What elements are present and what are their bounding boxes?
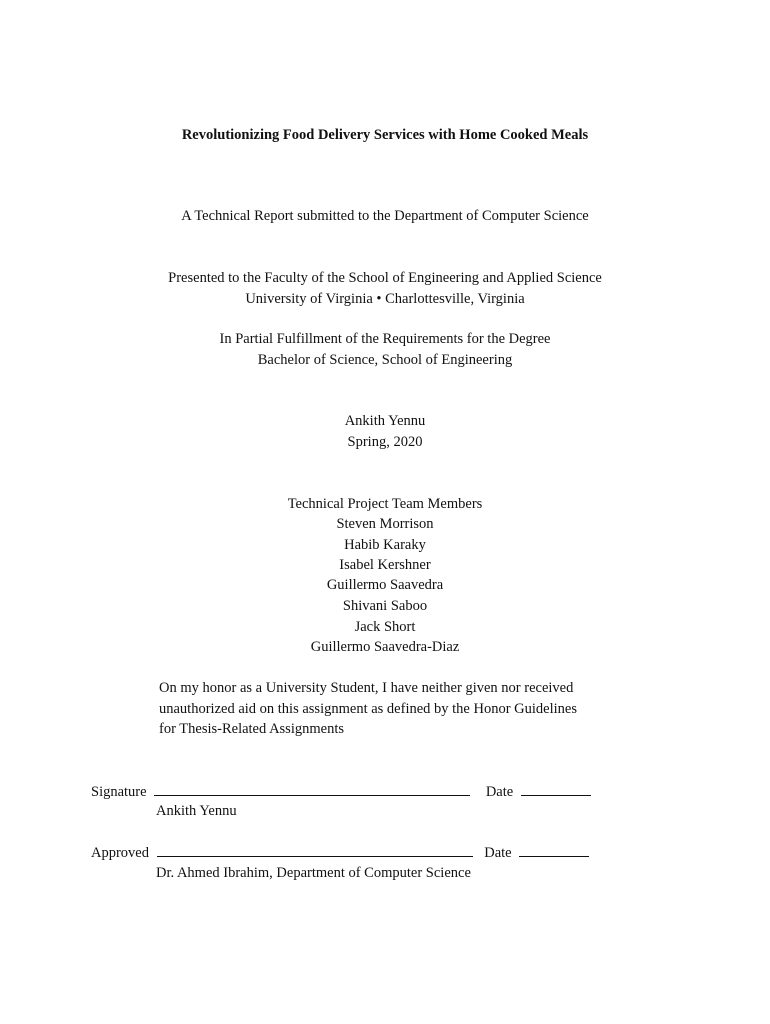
presented-line-1: Presented to the Faculty of the School of Engineering and Applied Science: [168, 270, 602, 286]
author-term: Spring, 2020: [347, 434, 423, 450]
team-member: Guillermo Saavedra-Diaz: [310, 639, 460, 655]
submission-statement: A Technical Report submitted to the Department of Computer Science: [181, 208, 589, 224]
team-member: Jack Short: [354, 619, 416, 635]
honor-pledge-line-3: for Thesis-Related Assignments: [159, 721, 344, 737]
team-member: Shivani Saboo: [342, 598, 428, 614]
team-member: Guillermo Saavedra: [326, 577, 444, 593]
team-heading: Technical Project Team Members: [287, 496, 483, 512]
approval-date-label: Date: [484, 845, 512, 861]
approval-date-field[interactable]: [519, 843, 589, 857]
signer-name: Ankith Yennu: [156, 803, 237, 819]
fulfillment-line-2: Bachelor of Science, School of Engineering: [257, 352, 513, 368]
signature-date-label: Date: [485, 784, 514, 800]
team-member: Habib Karaky: [344, 537, 426, 553]
honor-pledge-line-2: unauthorized aid on this assignment as defined by the Honor Guidelines: [159, 701, 577, 717]
fulfillment-line-1: In Partial Fulfillment of the Requirements for the Degree: [219, 331, 551, 347]
approval-row: [91, 843, 589, 862]
presented-line-2: University of Virginia • Charlottesville, Virginia: [245, 291, 525, 307]
team-member: Isabel Kershner: [339, 557, 431, 573]
report-title: Revolutionizing Food Delivery Services with Home Cooked Meals: [181, 127, 589, 143]
signature-date-field[interactable]: [521, 782, 591, 796]
team-member: Steven Morrison: [336, 516, 434, 532]
approval-signature-field[interactable]: [157, 843, 473, 857]
signature-field[interactable]: [154, 782, 470, 796]
author-name: Ankith Yennu: [344, 413, 426, 429]
honor-pledge-line-1: On my honor as a University Student, I have neither given nor received: [159, 680, 574, 696]
approval-label: Approved: [91, 845, 149, 861]
approver-name: Dr. Ahmed Ibrahim, Department of Computer Science: [156, 865, 471, 881]
signature-label: Signature: [91, 784, 147, 800]
signature-row: [91, 782, 591, 801]
